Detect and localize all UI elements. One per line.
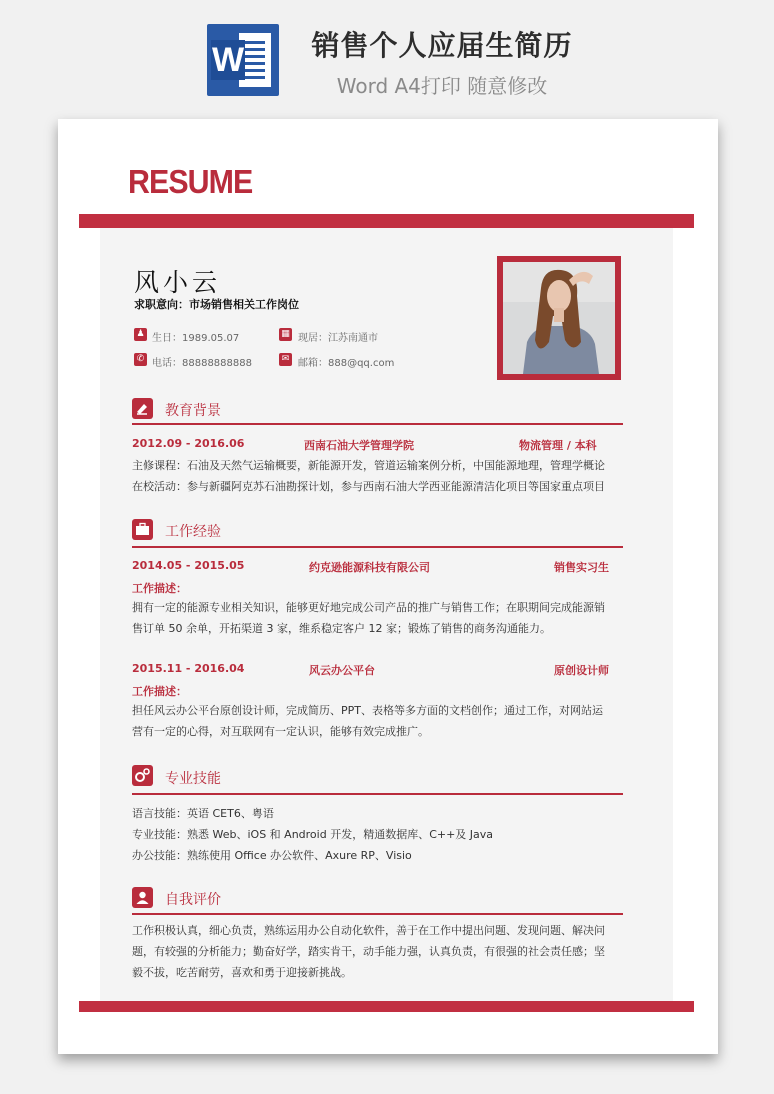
- top-red-bar: [79, 214, 694, 228]
- banner-subtitle: Word A4打印 随意修改: [336, 74, 548, 98]
- work-title: 工作经验: [165, 524, 221, 540]
- self-eval-line-1: 工作积极认真，细心负责，熟练运用办公自动化软件，善于在工作中提出问题、发现问题、解决问: [132, 924, 605, 937]
- job-2-position: 原创设计师: [554, 664, 609, 677]
- education-title: 教育背景: [165, 403, 221, 419]
- email-address: 邮箱：888@qq.com: [298, 358, 395, 369]
- current-location: 现居：江苏南通市: [298, 333, 378, 344]
- education-activities: 在校活动：参与新疆阿克苏石油勘探计划，参与西南石油大学西亚能源清洁化项目等国家重点项目: [132, 480, 605, 493]
- candidate-name: 风小云: [134, 268, 222, 297]
- skills-title: 专业技能: [165, 771, 221, 787]
- bottom-red-bar: [79, 1001, 694, 1012]
- job-objective: 求职意向：市场销售相关工作岗位: [134, 298, 299, 311]
- job-1-company: 约克逊能源科技有限公司: [309, 561, 430, 574]
- self-eval-line-3: 毅不拔，吃苦耐劳，喜欢和勇于迎接新挑战。: [132, 966, 352, 979]
- resume-page: [58, 119, 718, 1054]
- calendar-icon: ▦: [279, 328, 292, 341]
- education-courses: 主修课程：石油及天然气运输概要，新能源开发，管道运输案例分析，中国能源地理，管理学概论: [132, 459, 605, 472]
- briefcase-icon: [132, 519, 153, 540]
- work-divider: [132, 546, 623, 548]
- self-eval-line-2: 题，有较强的分析能力；勤奋好学，踏实肯干，动手能力强，认真负责，有很强的社会责任感；坚: [132, 945, 605, 958]
- profile-photo: [503, 262, 615, 374]
- gears-icon: [132, 765, 153, 786]
- self-eval-title: 自我评价: [165, 892, 221, 908]
- skills-divider: [132, 793, 623, 795]
- person-icon: [132, 887, 153, 908]
- job-2-desc-label: 工作描述：: [132, 685, 187, 698]
- job-1-period: 2014.05 - 2015.05: [132, 559, 245, 572]
- education-icon: [132, 398, 153, 419]
- word-icon-letter: W: [211, 41, 245, 79]
- education-major: 物流管理 / 本科: [519, 439, 597, 452]
- education-school: 西南石油大学管理学院: [304, 439, 414, 452]
- profile-photo-frame: [497, 256, 621, 380]
- phone-number: 电话：88888888888: [152, 358, 252, 369]
- job-1-position: 销售实习生: [554, 561, 609, 574]
- job-1-desc-line-2: 售订单 50 余单，开拓渠道 3 家，维系稳定客户 12 家；锻炼了销售的商务沟通能力。: [132, 622, 551, 635]
- job-2-period: 2015.11 - 2016.04: [132, 662, 245, 675]
- phone-icon: ✆: [134, 353, 147, 366]
- education-period: 2012.09 - 2016.06: [132, 437, 245, 450]
- skill-language: 语言技能：英语 CET6、粤语: [132, 807, 274, 820]
- skill-professional: 专业技能：熟悉 Web、iOS 和 Android 开发，精通数据库、C++及 Java: [132, 828, 494, 841]
- birth-date: 生日：1989.05.07: [152, 333, 240, 344]
- education-divider: [132, 423, 623, 425]
- skill-office: 办公技能：熟练使用 Office 办公软件、Axure RP、Visio: [132, 849, 412, 862]
- banner-title: 销售个人应届生简历: [311, 29, 573, 62]
- job-2-company: 风云办公平台: [309, 664, 375, 677]
- word-icon: [207, 24, 279, 96]
- resume-heading: RESUME: [128, 163, 253, 200]
- mail-icon: ✉: [279, 353, 292, 366]
- job-2-desc-line-1: 担任风云办公平台原创设计师，完成简历、PPT、表格等多方面的文档创作；通过工作，对网站运: [132, 704, 603, 717]
- job-1-desc-line-1: 拥有一定的能源专业相关知识，能够更好地完成公司产品的推广与销售工作；在职期间完成能源销: [132, 601, 605, 614]
- birthday-icon: ♟: [134, 328, 147, 341]
- job-2-desc-line-2: 营有一定的心得，对互联网有一定认识，能够有效完成推广。: [132, 725, 429, 738]
- self-eval-divider: [132, 913, 623, 915]
- job-1-desc-label: 工作描述：: [132, 582, 187, 595]
- banner: [0, 0, 774, 118]
